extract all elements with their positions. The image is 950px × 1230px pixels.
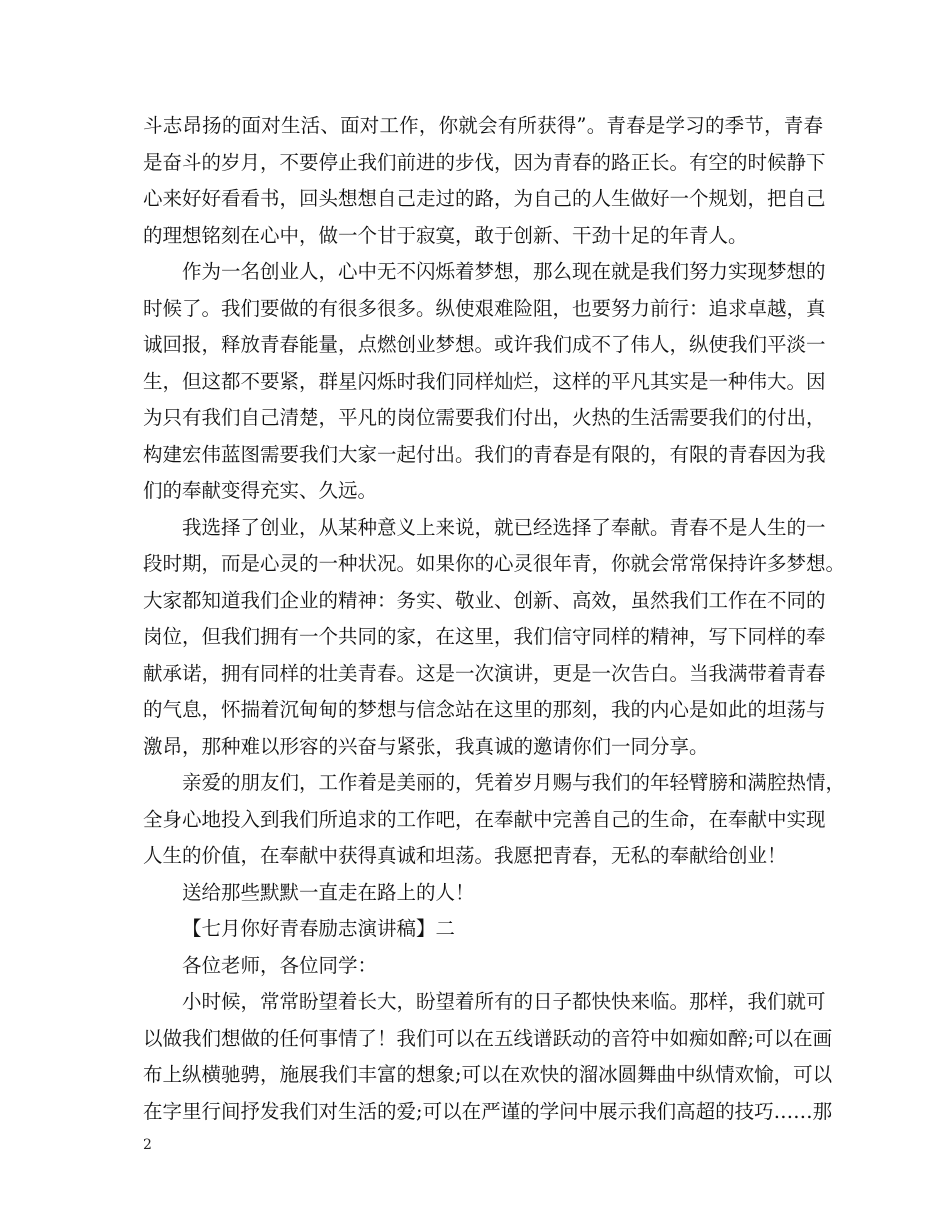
paragraph-line: 布上纵横驰骋，施展我们丰富的想象;可以在欢快的溜冰圆舞曲中纵情欢愉，可以	[143, 1063, 833, 1086]
paragraph-line: 为只有我们自己清楚，平凡的岗位需要我们付出，火热的生活需要我们的付出，	[143, 406, 826, 429]
document-body	[143, 108, 846, 1130]
paragraph-line: 岗位，但我们拥有一个共同的家，在这里，我们信守同样的精神，写下同样的奉	[143, 625, 826, 648]
paragraph	[143, 984, 833, 1130]
paragraph-line: 心来好好看看书，回头想想自己走过的路，为自己的人生做好一个规划，把自己	[143, 187, 826, 210]
page-number: 2	[143, 1137, 152, 1153]
paragraph-line: 生，但这都不要紧，群星闪烁时我们同样灿烂，这样的平凡其实是一种伟大。因	[143, 369, 826, 393]
paragraph-line: 的气息，怀揣着沉甸甸的梦想与信念站在这里的那刻，我的内心是如此的坦荡与	[143, 698, 826, 721]
paragraph-line: 是奋斗的岁月，不要停止我们前进的步伐，因为青春的路正长。有空的时候静下	[143, 150, 826, 174]
paragraph	[143, 510, 846, 766]
paragraph-line: 们的奉献变得充实、久远。	[143, 479, 378, 502]
paragraph-line: 人生的价值，在奉献中获得真诚和坦荡。我愿把青春，无私的奉献给创业！	[143, 844, 787, 867]
paragraph-line: 激昂，那种难以形容的兴奋与紧张，我真诚的邀请你们一同分享。	[143, 734, 709, 758]
paragraph-line: 亲爱的朋友们，工作着是美丽的，凭着岁月赐与我们的年轻臂膀和满腔热情，	[182, 771, 846, 794]
paragraph-line: 【七月你好青春励志演讲稿】二	[182, 917, 456, 940]
paragraph-line: 诚回报，释放青春能量，点燃创业梦想。或许我们成不了伟人，纵使我们平淡一	[143, 333, 826, 356]
paragraph	[143, 911, 823, 948]
paragraph-line: 大家都知道我们企业的精神：务实、敬业、创新、高效，虽然我们工作在不同的	[143, 588, 826, 612]
paragraph-line: 作为一名创业人，心中无不闪烁着梦想，那么现在就是我们努力实现梦想的	[182, 260, 826, 283]
paragraph	[143, 875, 823, 912]
paragraph-line: 我选择了创业，从某种意义上来说，就已经选择了奉献。青春不是人生的一	[182, 515, 826, 539]
paragraph-line: 构建宏伟蓝图需要我们大家一起付出。我们的青春是有限的，有限的青春因为我	[143, 442, 826, 466]
paragraph	[143, 108, 826, 254]
paragraph-line: 各位老师，各位同学：	[182, 953, 378, 977]
paragraph-line: 时候了。我们要做的有很多很多。纵使艰难险阻，也要努力前行：追求卓越，真	[143, 296, 826, 320]
paragraph-line: 在字里行间抒发我们对生活的爱;可以在严谨的学问中展示我们高超的技巧……那	[143, 1099, 833, 1123]
paragraph-line: 的理想铭刻在心中，做一个甘于寂寞，敢于创新、干劲十足的年青人。	[143, 223, 748, 247]
paragraph-line: 全身心地投入到我们所追求的工作吧，在奉献中完善自己的生命，在奉献中实现	[143, 807, 826, 831]
paragraph-line: 献承诺，拥有同样的壮美青春。这是一次演讲，更是一次告白。当我满带着青春	[143, 661, 826, 685]
paragraph-line: 送给那些默默一直走在路上的人！	[182, 880, 475, 904]
paragraph	[143, 948, 823, 985]
paragraph	[143, 765, 846, 875]
paragraph	[143, 254, 826, 510]
paragraph-line: 小时候，常常盼望着长大，盼望着所有的日子都快快来临。那样，我们就可	[182, 990, 826, 1013]
paragraph-line: 斗志昂扬的面对生活、面对工作，你就会有所获得”。青春是学习的季节，青春	[143, 114, 823, 137]
paragraph-line: 段时期，而是心灵的一种状况。如果你的心灵很年青，你就会常常保持许多梦想。	[143, 552, 846, 575]
paragraph-line: 以做我们想做的任何事情了！我们可以在五线谱跃动的音符中如痴如醉;可以在画	[143, 1026, 833, 1050]
